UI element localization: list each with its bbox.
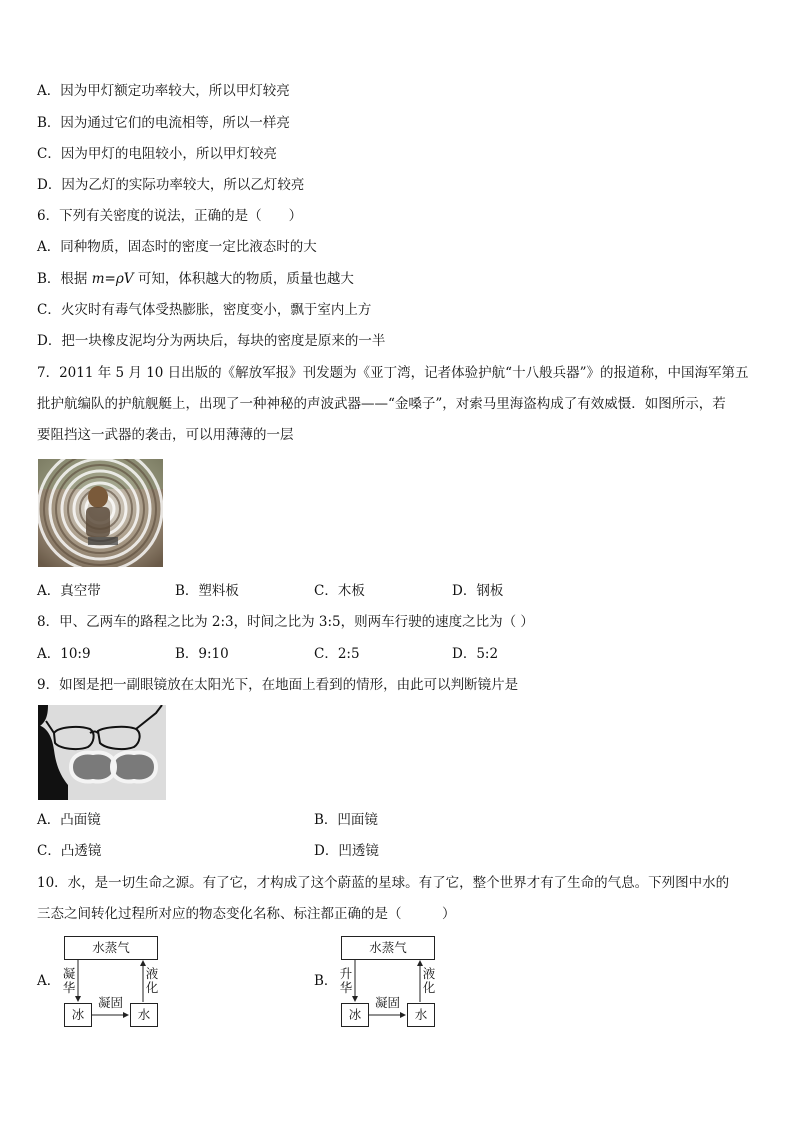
q6-option-a: A．同种物质，固态时的密度一定比液态时的大 bbox=[37, 239, 317, 255]
diagram-b-left-label: 升华 bbox=[339, 966, 353, 995]
diagram-a-right-label: 液化 bbox=[145, 966, 159, 995]
q5-option-a: A．因为甲灯额定功率较大，所以甲灯较亮 bbox=[37, 83, 290, 99]
q9-option-c: C．凸透镜 bbox=[37, 843, 102, 859]
q8-stem: 8．甲、乙两车的路程之比为 2:3，时间之比为 3:5，则两车行驶的速度之比为（ ） bbox=[37, 614, 534, 630]
diagram-b-marker: B． bbox=[314, 973, 338, 989]
diagram-b-bottom-label: 凝固 bbox=[375, 995, 401, 1010]
q7-option-b: B．塑料板 bbox=[175, 583, 239, 599]
q7-stem-line3: 要阻挡这一武器的袭击，可以用薄薄的一层 bbox=[37, 427, 294, 443]
q7-option-d: D．钢板 bbox=[452, 583, 504, 599]
q9-stem: 9．如图是把一副眼镜放在太阳光下，在地面上看到的情形，由此可以判断镜片是 bbox=[37, 677, 519, 693]
q9-option-a: A．凸面镜 bbox=[37, 812, 101, 828]
q8-option-d: D．5:2 bbox=[452, 646, 499, 662]
q6-option-c: C．火灾时有毒气体受热膨胀，密度变小，飘于室内上方 bbox=[37, 302, 372, 318]
diagram-b-water-box: 水 bbox=[407, 1003, 435, 1027]
q6-stem: 6．下列有关密度的说法，正确的是（ ） bbox=[37, 208, 303, 224]
q10-stem-line2: 三态之间转化过程所对应的物态变化名称、标注都正确的是（ ） bbox=[37, 906, 456, 922]
diagram-b-ice-box: 冰 bbox=[341, 1003, 369, 1027]
q5-option-b: B．因为通过它们的电流相等，所以一样亮 bbox=[37, 115, 290, 131]
diagram-b-right-label: 液化 bbox=[422, 966, 436, 995]
diagram-a-left-label: 凝华 bbox=[62, 966, 76, 995]
q6-option-b-pre: B．根据 bbox=[37, 271, 92, 287]
q9-option-d: D．凹透镜 bbox=[314, 843, 379, 859]
q7-stem-line1: 7．2011 年 5 月 10 日出版的《解放军报》刊发题为《亚丁湾，记者体验护航“十八般兵器”》的报道称，中国海军第五 bbox=[37, 365, 749, 381]
diagram-a-ice-box: 冰 bbox=[64, 1003, 92, 1027]
q7-option-c: C．木板 bbox=[314, 583, 365, 599]
q6-formula: m=ρV bbox=[91, 271, 134, 287]
q5-option-d: D．因为乙灯的实际功率较大，所以乙灯较亮 bbox=[37, 177, 305, 193]
diagram-b-vapor-box: 水蒸气 bbox=[341, 936, 435, 960]
q8-option-a: A．10:9 bbox=[37, 646, 91, 662]
diagram-a-bottom-label: 凝固 bbox=[98, 995, 124, 1010]
diagram-a-vapor-box: 水蒸气 bbox=[64, 936, 158, 960]
q10-stem-line1: 10．水，是一切生命之源。有了它，才构成了这个蔚蓝的星球。有了它，整个世界才有了生命的气息。下列图中水的 bbox=[37, 875, 730, 891]
q7-option-a: A．真空带 bbox=[37, 583, 101, 599]
diagram-a-marker: A． bbox=[37, 973, 61, 989]
diagram-a-water-box: 水 bbox=[130, 1003, 158, 1027]
q8-option-c: C．2:5 bbox=[314, 646, 360, 662]
q9-option-b: B．凹面镜 bbox=[314, 812, 378, 828]
q6-option-b-post: 可知，体积越大的物质，质量也越大 bbox=[133, 271, 354, 287]
q6-option-d: D．把一块橡皮泥均分为两块后，每块的密度是原来的一半 bbox=[37, 333, 386, 349]
q7-stem-line2: 批护航编队的护航舰艇上，出现了一种神秘的声波武器——“金嗓子”，对索马里海盗构成了有效威慑．如图所示，若 bbox=[37, 396, 726, 412]
q8-option-b: B．9:10 bbox=[175, 646, 229, 662]
q5-option-c: C．因为甲灯的电阻较小，所以甲灯较亮 bbox=[37, 146, 277, 162]
